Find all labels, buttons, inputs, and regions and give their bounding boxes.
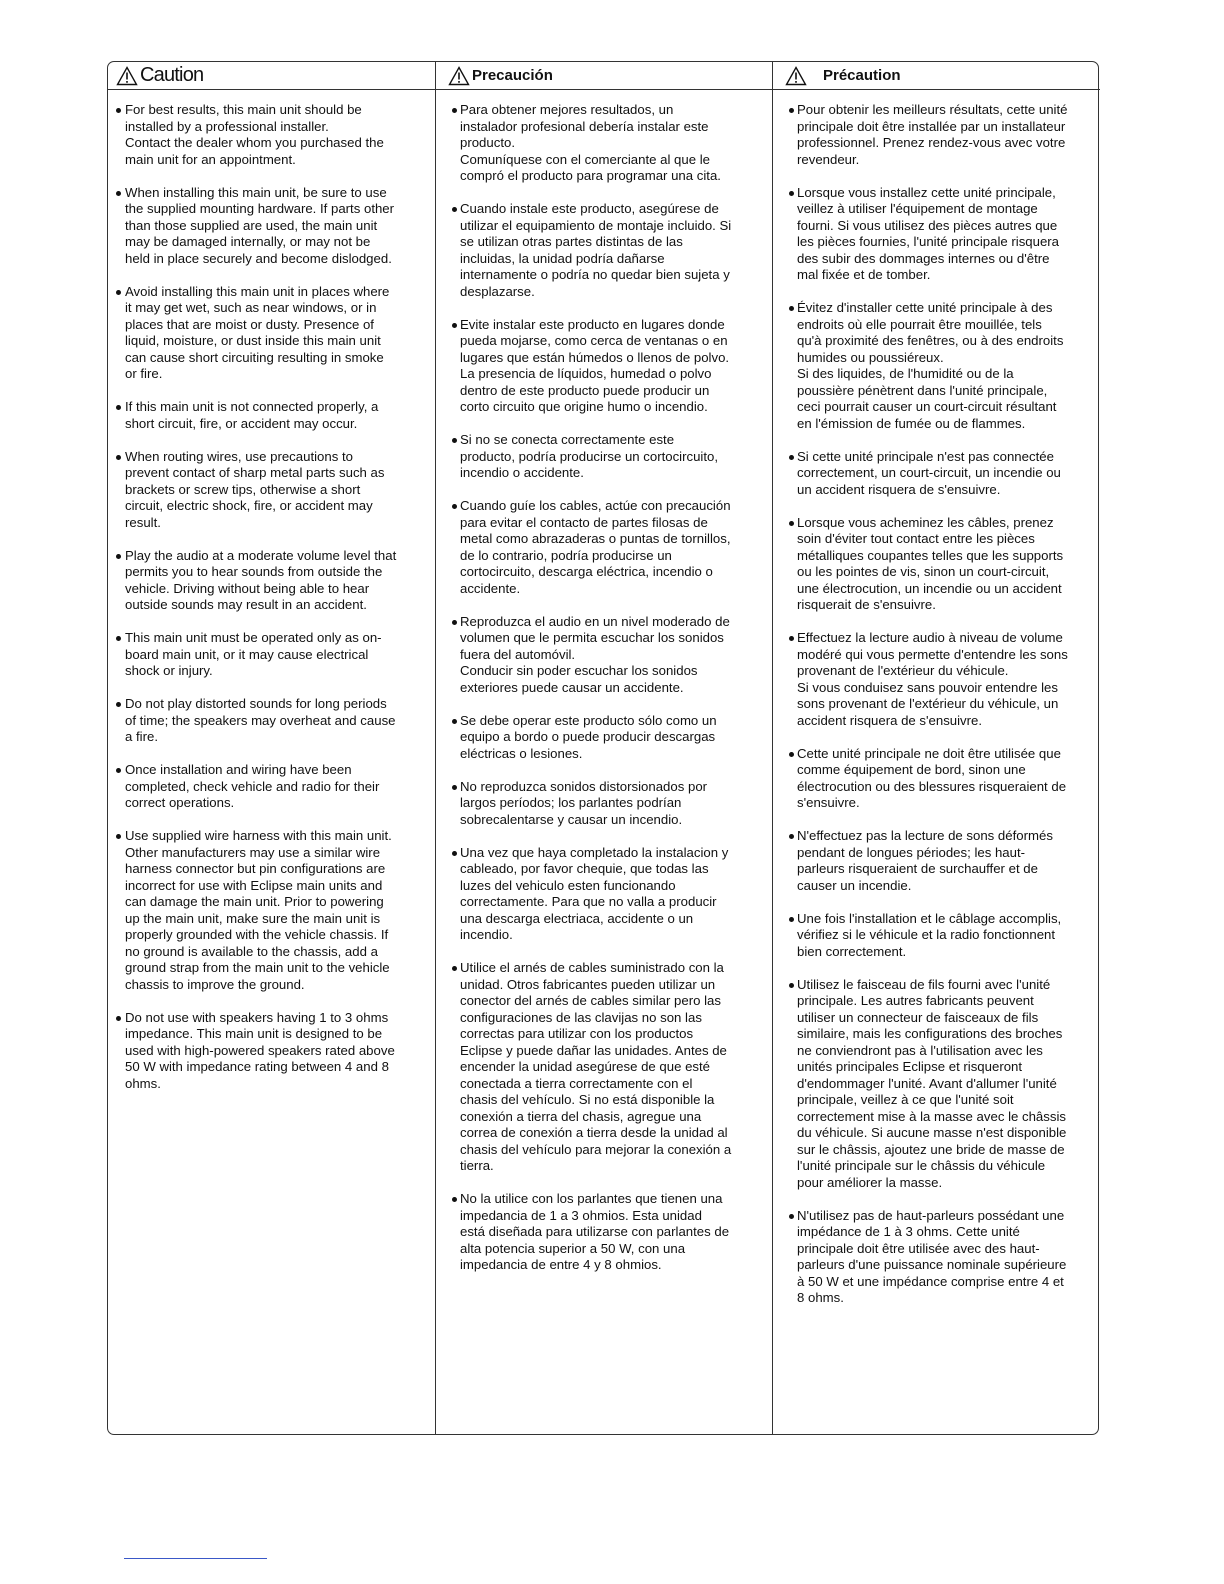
list-item [116,185,427,268]
warning-triangle-icon [448,66,470,86]
bullet-icon [789,1214,794,1219]
list-item [116,828,427,993]
list-item [116,284,427,383]
list-item [116,630,427,680]
list-item-text: Once installation and wiring have been completed, check vehicle and radio for their correct operations. [125,762,380,810]
list-item [789,911,1094,961]
bullet-icon [116,290,121,295]
list-item-text: Do not play distorted sounds for long periods of time; the speakers may overheat and cause a fire. [125,696,396,744]
bullet-icon [789,752,794,757]
column-title: Précaution [823,67,901,84]
list-item [789,977,1094,1192]
list-item [452,317,762,416]
bullet-icon [116,702,121,707]
list-item-text: Pour obtenir les meilleurs résultats, cette unité principale doit être installée par un installateur professionnel. Prenez rendez-vous avec votre revendeur. [797,102,1068,167]
list-item [452,102,762,185]
list-item-text: N'effectuez pas la lecture de sons déformés pendant de longues périodes; les haut- parleurs risqueraient de surchauffer et de causer un incendie. [797,828,1053,893]
list-item-text: Évitez d'installer cette unité principale à des endroits où elle pourrait être mouillée, tels qu'à proximité des fenêtres, ou à des endroits humides ou poussiéreux. Si des liquides, de l'humidité ou de la poussière pénètrent dans l'unité principale, ceci pourrait causer un court-circuit résultant en l'émission de fumée ou de flammes. [797,300,1064,431]
list-item [452,713,762,763]
list-item-text: Effectuez la lecture audio à niveau de volume modéré qui vous permette d'entendre les sons provenant de l'extérieur du véhicule. Si vous conduisez sans pouvoir entendre les sons provenant de l'extérieur du véhicule, un accident risquera de s'ensuivre. [797,630,1068,728]
bullet-icon [116,768,121,773]
list-item-text: Una vez que haya completado la instalacion y cableado, por favor chequie, que todas las luzes del vehiculo esten funcionando correctamente. Para que no valla a producir una descarga electriaca, accidente o un incendio. [460,844,729,942]
list-item-text: No reproduzca sonidos distorsionados por largos períodos; los parlantes podrían sobrecalentarse y causar un incendio. [460,778,708,827]
column-header-french [773,62,1100,90]
caution-table [107,61,1099,1435]
list-item [116,762,427,812]
list-item [789,630,1094,729]
bullet-icon [116,636,121,641]
bullet-icon [116,834,121,839]
list-item [789,1208,1094,1307]
list-item-text: Utilisez le faisceau de fils fourni avec l'unité principale. Les autres fabricants peuvent utiliser un connecteur de faisceaux de fils similaire, mais les configurations des broches ne conviendront pas à l'utilisation avec les unités principales Eclipse et risqueront d'endommager l'unité. Avant d'allumer l'unité principale, veillez à ce que l'unité soit correctement mise à la masse avec le châssis du véhicule. Si aucune masse n'est disponible sur le châssis, ajoutez une bride de masse de l'unité principale sur le châssis du véhicule pour améliorer la masse. [797,976,1067,1190]
list-item-text: Si cette unité principale n'est pas connectée correctement, un court-circuit, un incendie ou un accident risquera de s'ensuivre. [797,448,1061,497]
column-title: Caution [140,64,204,86]
list-item [789,185,1094,284]
list-item [452,498,762,597]
list-item-text: Lorsque vous acheminez les câbles, prenez soin d'éviter tout contact entre les pièces métalliques coupantes telles que les supports ou les pointes de vis, sinon un court-circuit, une électrocution, un incendie ou un accident risquerait de s'ensuivre. [797,514,1064,612]
list-item-text: Si no se conecta correctamente este producto, podría producirse un cortocircuito, incendio o accidente. [460,432,719,480]
list-item-text: Avoid installing this main unit in places where it may get wet, such as near windows, or in places that are moist or dusty. Presence of liquid, moisture, or dust inside this main unit can cause short circuiting resulting in smoke or fire. [125,283,390,381]
bullet-icon [789,521,794,526]
bullet-icon [116,455,121,460]
column-header-english [108,62,435,90]
list-item-text: Use supplied wire harness with this main unit. Other manufacturers may use a similar wire harness connector but pin configurations are incorrect for use with Eclipse main units and can damage the main unit. Prior to powering up the main unit, make sure the main unit is properly grounded with the vehicle chassis. If no ground is available to the chassis, add a ground strap from the main unit to the vehicle chassis to improve the ground. [125,828,392,992]
list-item [452,432,762,482]
list-item-text: This main unit must be operated only as on- board main unit, or it may cause electrical shock or injury. [125,630,382,678]
bullet-icon [452,966,457,971]
bullet-icon [789,306,794,311]
bullet-icon [789,108,794,113]
bullet-icon [116,1016,121,1021]
bullet-icon [116,405,121,410]
column-spanish [435,62,772,1434]
list-item-text: Se debe operar este producto sólo como un equipo a bordo o puede producir descargas eléctricas o lesiones. [460,712,717,761]
list-item [789,828,1094,894]
list-item-text: Do not use with speakers having 1 to 3 ohms impedance. This main unit is designed to be used with high-powered speakers rated above 50 W with impedance rating between 4 and 8 ohms. [125,1009,395,1091]
item-list [773,90,1100,1307]
list-item [789,515,1094,614]
list-item-text: Para obtener mejores resultados, un instalador profesional debería instalar este producto. Comuníquese con el comerciante al que le compró el producto para programar una cita. [460,102,721,183]
bullet-icon [452,438,457,443]
list-item-text: Cuando instale este producto, asegúrese de utilizar el equipamiento de montaje incluido. Si se utilizan otras partes distintas de las incluidas, la unidad podría dañarse internamente o podría no quedar bien sujeta y desplazarse. [460,201,732,299]
list-item [452,779,762,829]
list-item [452,960,762,1175]
bullet-icon [789,455,794,460]
list-item [116,696,427,746]
warning-triangle-icon [116,66,138,86]
footer-divider [124,1558,267,1559]
column-english [108,62,435,1434]
warning-triangle-icon [785,66,807,86]
list-item-text: When installing this main unit, be sure to use the supplied mounting hardware. If parts other than those supplied are used, the main unit may be damaged internally, or may not be held in place securely and become dislodged. [125,184,395,266]
bullet-icon [452,108,457,113]
column-header-spanish [436,62,772,90]
list-item-text: Cette unité principale ne doit être utilisée que comme équipement de bord, sinon une électrocution ou des blessures risqueraient de s'ensuivre. [797,745,1067,810]
bullet-icon [116,191,121,196]
list-item-text: Une fois l'installation et le câblage accomplis, vérifiez si le véhicule et la radio fonctionnent bien correctement. [797,910,1062,959]
list-item-text: If this main unit is not connected properly, a short circuit, fire, or accident may occur. [125,399,379,431]
bullet-icon [116,108,121,113]
bullet-icon [452,719,457,724]
bullet-icon [452,504,457,509]
list-item [452,201,762,300]
bullet-icon [452,620,457,625]
list-item-text: N'utilisez pas de haut-parleurs possédant une impédance de 1 à 3 ohms. Cette unité principale doit être utilisée avec des haut- parleurs d'une puissance nominale supérieure à 50 W et une impédance comprise entre 4 et 8 ohms. [797,1207,1067,1305]
bullet-icon [789,917,794,922]
list-item [116,449,427,532]
bullet-icon [452,323,457,328]
item-list [436,90,772,1274]
list-item [789,300,1094,432]
item-list [108,90,435,1092]
bullet-icon [116,554,121,559]
list-item [452,845,762,944]
list-item-text: Lorsque vous installez cette unité principale, veillez à utiliser l'équipement de montage fourni. Si vous utilisez des pièces autres que les pièces fournies, l'unité principale risquera des subir des dommages internes ou d'être mal fixée et de tomber. [797,184,1060,282]
list-item-text: No la utilice con los parlantes que tienen una impedancia de 1 a 3 ohmios. Esta unidad está diseñada para utilizarse con parlantes de alta potencia superior a 50 W, con una impedancia de entre 4 y 8 ohmios. [460,1191,730,1272]
list-item [789,449,1094,499]
list-item-text: Cuando guíe los cables, actúe con precaución para evitar el contacto de partes filosas de metal como abrazaderas o puntas de tornillos, de lo contrario, podría producirse un cortocircuito, descarga eléctrica, incendio o accidente. [460,498,731,596]
column-title: Precaución [472,67,553,84]
list-item-text: Play the audio at a moderate volume level that permits you to hear sounds from outside the vehicle. Driving without being able to hear outside sounds may result in an accident. [125,547,397,612]
bullet-icon [789,191,794,196]
list-item-text: Reproduzca el audio en un nivel moderado de volumen que le permita escuchar los sonidos fuera del automóvil. Conducir sin poder escuchar los sonidos exteriores puede causar un accidente. [460,613,730,695]
list-item [452,614,762,697]
list-item-text: When routing wires, use precautions to prevent contact of sharp metal parts such as brackets or screw tips, otherwise a short circuit, electric shock, fire, or accident may result. [125,448,385,530]
list-item [116,399,427,432]
bullet-icon [452,207,457,212]
list-item [452,1191,762,1274]
bullet-icon [452,785,457,790]
bullet-icon [452,1197,457,1202]
column-french [772,62,1100,1434]
bullet-icon [789,834,794,839]
list-item-text: Utilice el arnés de cables suministrado con la unidad. Otros fabricantes pueden utilizar un conector del arnés de cables similar pero las configuraciones de las clavijas no son las correctas para utilizar con los productos Eclipse y puede dañar las unidades. Antes de encender la unidad asegúrese de que esté conectada a tierra correctamente con el chasis del vehículo. Si no está disponible la conexión a tierra del chasis, agregue una correa de conexión a tierra desde la unidad al chasis del vehículo para mejorar la conexión a tierra. [460,960,732,1173]
list-item-text: Evite instalar este producto en lugares donde pueda mojarse, como cerca de ventanas o en lugares que están húmedos o llenos de polvo. La presencia de líquidos, humedad o polvo dentro de este producto puede producir un corto circuito que origine humo o incendio. [460,316,730,414]
list-item [116,102,427,168]
bullet-icon [789,636,794,641]
bullet-icon [452,851,457,856]
list-item [116,1010,427,1093]
bullet-icon [789,983,794,988]
list-item-text: For best results, this main unit should be installed by a professional installer. Contact the dealer whom you purchased the main unit for an appointment. [125,102,384,167]
list-item [116,548,427,614]
list-item [789,746,1094,812]
list-item [789,102,1094,168]
